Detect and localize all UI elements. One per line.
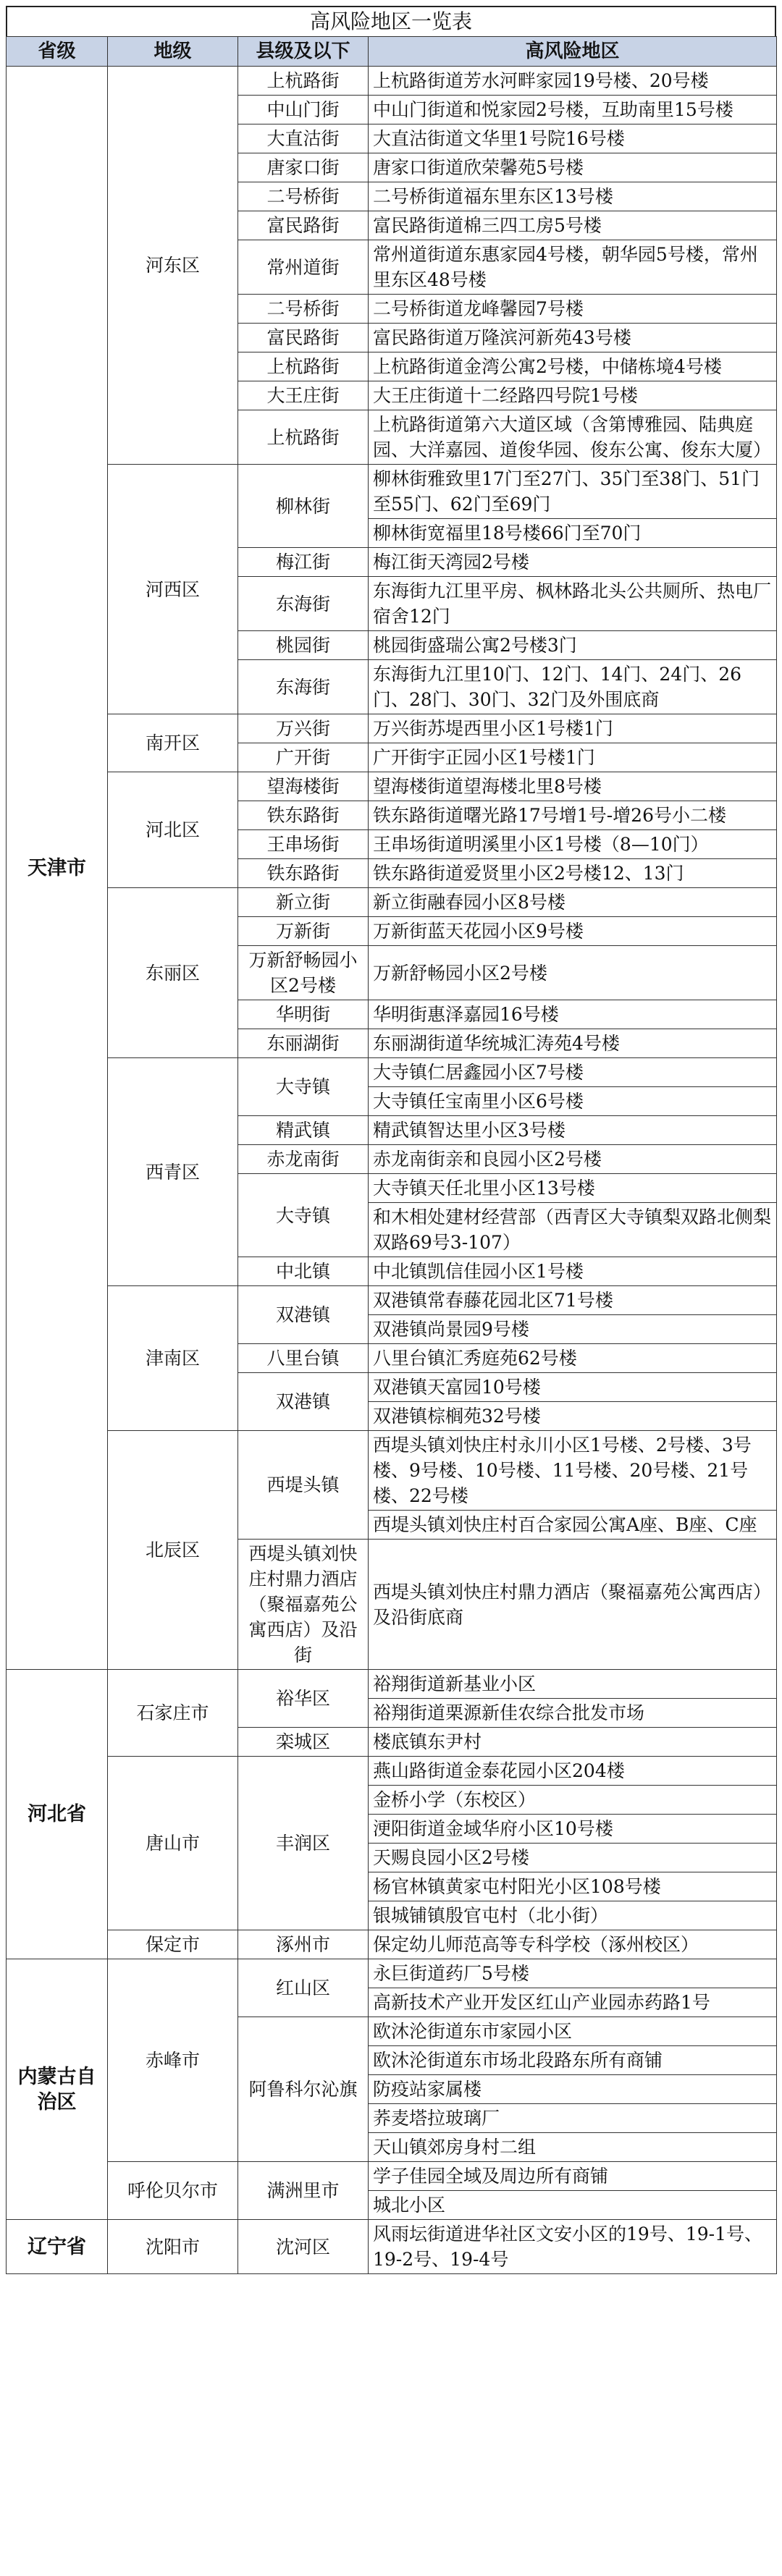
area-cell: 唐家口街道欣荣馨苑5号楼	[369, 153, 777, 182]
county-cell: 满洲里市	[238, 2162, 369, 2220]
area-cell: 高新技术产业开发区红山产业园赤药路1号	[369, 1988, 777, 2017]
county-cell: 万新街	[238, 917, 369, 946]
area-cell: 万兴街苏堤西里小区1号楼1门	[369, 714, 777, 743]
county-cell: 丰润区	[238, 1757, 369, 1930]
city-cell: 南开区	[108, 714, 238, 772]
high-risk-areas-table	[6, 36, 777, 2274]
county-cell: 二号桥街	[238, 295, 369, 324]
county-cell: 广开街	[238, 743, 369, 772]
table-row	[7, 1959, 777, 1988]
county-cell: 东海街	[238, 577, 369, 631]
header-city: 地级	[108, 37, 238, 67]
county-cell: 富民路街	[238, 324, 369, 352]
city-cell: 河北区	[108, 772, 238, 888]
county-cell: 万兴街	[238, 714, 369, 743]
county-cell: 精武镇	[238, 1116, 369, 1145]
area-cell: 柳林街雅致里17门至27门、35门至38门、51门至55门、62门至69门	[369, 465, 777, 519]
city-cell: 石家庄市	[108, 1670, 238, 1757]
area-cell: 杨官林镇黄家屯村阳光小区108号楼	[369, 1872, 777, 1901]
document	[6, 6, 776, 2274]
table-row	[7, 1058, 777, 1087]
area-cell: 天山镇郊房身村二组	[369, 2133, 777, 2162]
table-row	[7, 2162, 777, 2191]
area-cell: 荞麦塔拉玻璃厂	[369, 2104, 777, 2133]
area-cell: 西堤头镇刘快庄村百合家园公寓A座、B座、C座	[369, 1511, 777, 1540]
county-cell: 华明街	[238, 1000, 369, 1029]
county-cell: 双港镇	[238, 1373, 369, 1431]
province-cell: 河北省	[7, 1670, 108, 1959]
county-cell: 梅江街	[238, 548, 369, 577]
county-cell: 上杭路街	[238, 67, 369, 96]
city-cell: 西青区	[108, 1058, 238, 1286]
area-cell: 学子佳园全域及周边所有商铺	[369, 2162, 777, 2191]
county-cell: 双港镇	[238, 1286, 369, 1344]
county-cell: 铁东路街	[238, 801, 369, 830]
area-cell: 上杭路街道金湾公寓2号楼，中储栋境4号楼	[369, 352, 777, 381]
area-cell: 新立街融春园小区8号楼	[369, 888, 777, 917]
area-cell: 保定幼儿师范高等专科学校（涿州校区）	[369, 1930, 777, 1959]
area-cell: 双港镇常春藤花园北区71号楼	[369, 1286, 777, 1315]
province-cell: 天津市	[7, 67, 108, 1670]
county-cell: 富民路街	[238, 211, 369, 240]
table-row	[7, 1286, 777, 1315]
county-cell: 中北镇	[238, 1257, 369, 1286]
area-cell: 万新舒畅园小区2号楼	[369, 946, 777, 1000]
area-cell: 金桥小学（东校区）	[369, 1786, 777, 1815]
area-cell: 双港镇尚景园9号楼	[369, 1315, 777, 1344]
area-cell: 欧沐沦街道东市场北段路东所有商铺	[369, 2046, 777, 2075]
area-cell: 二号桥街道龙峰馨园7号楼	[369, 295, 777, 324]
province-cell: 内蒙古自治区	[7, 1959, 108, 2220]
area-cell: 防疫站家属楼	[369, 2075, 777, 2104]
county-cell: 二号桥街	[238, 182, 369, 211]
area-cell: 万新街蓝天花园小区9号楼	[369, 917, 777, 946]
county-cell: 万新舒畅园小区2号楼	[238, 946, 369, 1000]
header-area: 高风险地区	[369, 37, 777, 67]
area-cell: 大寺镇天任北里小区13号楼	[369, 1174, 777, 1203]
county-cell: 红山区	[238, 1959, 369, 2017]
area-cell: 铁东路街道曙光路17号增1号-增26号小二楼	[369, 801, 777, 830]
city-cell: 保定市	[108, 1930, 238, 1959]
area-cell: 二号桥街道福东里东区13号楼	[369, 182, 777, 211]
area-cell: 富民路街道棉三四工房5号楼	[369, 211, 777, 240]
area-cell: 欧沐沦街道东市家园小区	[369, 2017, 777, 2046]
area-cell: 中山门街道和悦家园2号楼，互助南里15号楼	[369, 96, 777, 124]
area-cell: 西堤头镇刘快庄村永川小区1号楼、2号楼、3号楼、9号楼、10号楼、11号楼、20号楼、21号楼、22号楼	[369, 1431, 777, 1511]
table-row	[7, 67, 777, 96]
area-cell: 大寺镇任宝南里小区6号楼	[369, 1087, 777, 1116]
table-row	[7, 1930, 777, 1959]
area-cell: 大王庄街道十二经路四号院1号楼	[369, 381, 777, 410]
area-cell: 双港镇天富园10号楼	[369, 1373, 777, 1402]
city-cell: 河东区	[108, 67, 238, 465]
county-cell: 涿州市	[238, 1930, 369, 1959]
county-cell: 西堤头镇	[238, 1431, 369, 1540]
area-cell: 广开街宇正园小区1号楼1门	[369, 743, 777, 772]
area-cell: 桃园街盛瑞公寓2号楼3门	[369, 631, 777, 660]
county-cell: 上杭路街	[238, 410, 369, 465]
table-row	[7, 2220, 777, 2274]
county-cell: 桃园街	[238, 631, 369, 660]
area-cell: 望海楼街道望海楼北里8号楼	[369, 772, 777, 801]
city-cell: 河西区	[108, 465, 238, 714]
county-cell: 上杭路街	[238, 352, 369, 381]
area-cell: 风雨坛街道进华社区文安小区的19号、19-1号、19-2号、19-4号	[369, 2220, 777, 2274]
city-cell: 赤峰市	[108, 1959, 238, 2162]
county-cell: 栾城区	[238, 1728, 369, 1757]
area-cell: 梅江街天湾园2号楼	[369, 548, 777, 577]
city-cell: 沈阳市	[108, 2220, 238, 2274]
table-row	[7, 772, 777, 801]
area-cell: 上杭路街道芳水河畔家园19号楼、20号楼	[369, 67, 777, 96]
area-cell: 燕山路街道金泰花园小区204楼	[369, 1757, 777, 1786]
area-cell: 双港镇棕榈苑32号楼	[369, 1402, 777, 1431]
county-cell: 东丽湖街	[238, 1029, 369, 1058]
county-cell: 望海楼街	[238, 772, 369, 801]
province-cell: 辽宁省	[7, 2220, 108, 2274]
area-cell: 裕翔街道新基业小区	[369, 1670, 777, 1699]
area-cell: 赤龙南街亲和良园小区2号楼	[369, 1145, 777, 1174]
table-row	[7, 888, 777, 917]
county-cell: 新立街	[238, 888, 369, 917]
county-cell: 大寺镇	[238, 1174, 369, 1257]
area-cell: 城北小区	[369, 2191, 777, 2220]
county-cell: 大直沽街	[238, 124, 369, 153]
area-cell: 裕翔街道栗源新佳农综合批发市场	[369, 1699, 777, 1728]
county-cell: 赤龙南街	[238, 1145, 369, 1174]
table-row	[7, 714, 777, 743]
area-cell: 王串场街道明溪里小区1号楼（8—10门）	[369, 830, 777, 859]
area-cell: 中北镇凯信佳园小区1号楼	[369, 1257, 777, 1286]
county-cell: 王串场街	[238, 830, 369, 859]
header-row	[7, 37, 777, 67]
area-cell: 和木相处建材经营部（西青区大寺镇梨双路北侧梨双路69号3-107）	[369, 1203, 777, 1257]
county-cell: 裕华区	[238, 1670, 369, 1728]
table-row	[7, 1757, 777, 1786]
county-cell: 铁东路街	[238, 859, 369, 888]
header-county: 县级及以下	[238, 37, 369, 67]
table-row	[7, 1431, 777, 1511]
county-cell: 大王庄街	[238, 381, 369, 410]
county-cell: 大寺镇	[238, 1058, 369, 1116]
area-cell: 银城铺镇殷官屯村（北小街）	[369, 1901, 777, 1930]
table-title: 高风险地区一览表	[6, 6, 776, 36]
area-cell: 常州道街道东惠家园4号楼，朝华园5号楼，常州里东区48号楼	[369, 240, 777, 295]
county-cell: 沈河区	[238, 2220, 369, 2274]
area-cell: 楼底镇东尹村	[369, 1728, 777, 1757]
county-cell: 阿鲁科尔沁旗	[238, 2017, 369, 2162]
city-cell: 唐山市	[108, 1757, 238, 1930]
county-cell: 西堤头镇刘快庄村鼎力酒店（聚福嘉苑公寓西店）及沿街	[238, 1540, 369, 1670]
area-cell: 东丽湖街道华统城汇涛苑4号楼	[369, 1029, 777, 1058]
county-cell: 中山门街	[238, 96, 369, 124]
city-cell: 津南区	[108, 1286, 238, 1431]
area-cell: 富民路街道万隆滨河新苑43号楼	[369, 324, 777, 352]
area-cell: 铁东路街道爱贤里小区2号楼12、13门	[369, 859, 777, 888]
area-cell: 天赐良园小区2号楼	[369, 1844, 777, 1872]
city-cell: 北辰区	[108, 1431, 238, 1670]
header-province: 省级	[7, 37, 108, 67]
city-cell: 东丽区	[108, 888, 238, 1058]
area-cell: 永巨街道药厂5号楼	[369, 1959, 777, 1988]
city-cell: 呼伦贝尔市	[108, 2162, 238, 2220]
table-row	[7, 465, 777, 519]
county-cell: 常州道街	[238, 240, 369, 295]
area-cell: 八里台镇汇秀庭苑62号楼	[369, 1344, 777, 1373]
area-cell: 东海街九江里平房、枫林路北头公共厕所、热电厂宿舍12门	[369, 577, 777, 631]
area-cell: 西堤头镇刘快庄村鼎力酒店（聚福嘉苑公寓西店）及沿街底商	[369, 1540, 777, 1670]
area-cell: 上杭路街道第六大道区域（含第博雅园、陆典庭园、大洋嘉园、道俊华园、俊东公寓、俊东大厦）	[369, 410, 777, 465]
area-cell: 柳林街宽福里18号楼66门至70门	[369, 519, 777, 548]
area-cell: 大直沽街道文华里1号院16号楼	[369, 124, 777, 153]
area-cell: 精武镇智达里小区3号楼	[369, 1116, 777, 1145]
county-cell: 东海街	[238, 660, 369, 714]
table-body	[7, 67, 777, 2274]
area-cell: 大寺镇仁居鑫园小区7号楼	[369, 1058, 777, 1087]
county-cell: 八里台镇	[238, 1344, 369, 1373]
area-cell: 东海街九江里10门、12门、14门、24门、26门、28门、30门、32门及外围底商	[369, 660, 777, 714]
area-cell: 浭阳街道金域华府小区10号楼	[369, 1815, 777, 1844]
county-cell: 柳林街	[238, 465, 369, 548]
county-cell: 唐家口街	[238, 153, 369, 182]
table-row	[7, 1670, 777, 1699]
area-cell: 华明街惠泽嘉园16号楼	[369, 1000, 777, 1029]
